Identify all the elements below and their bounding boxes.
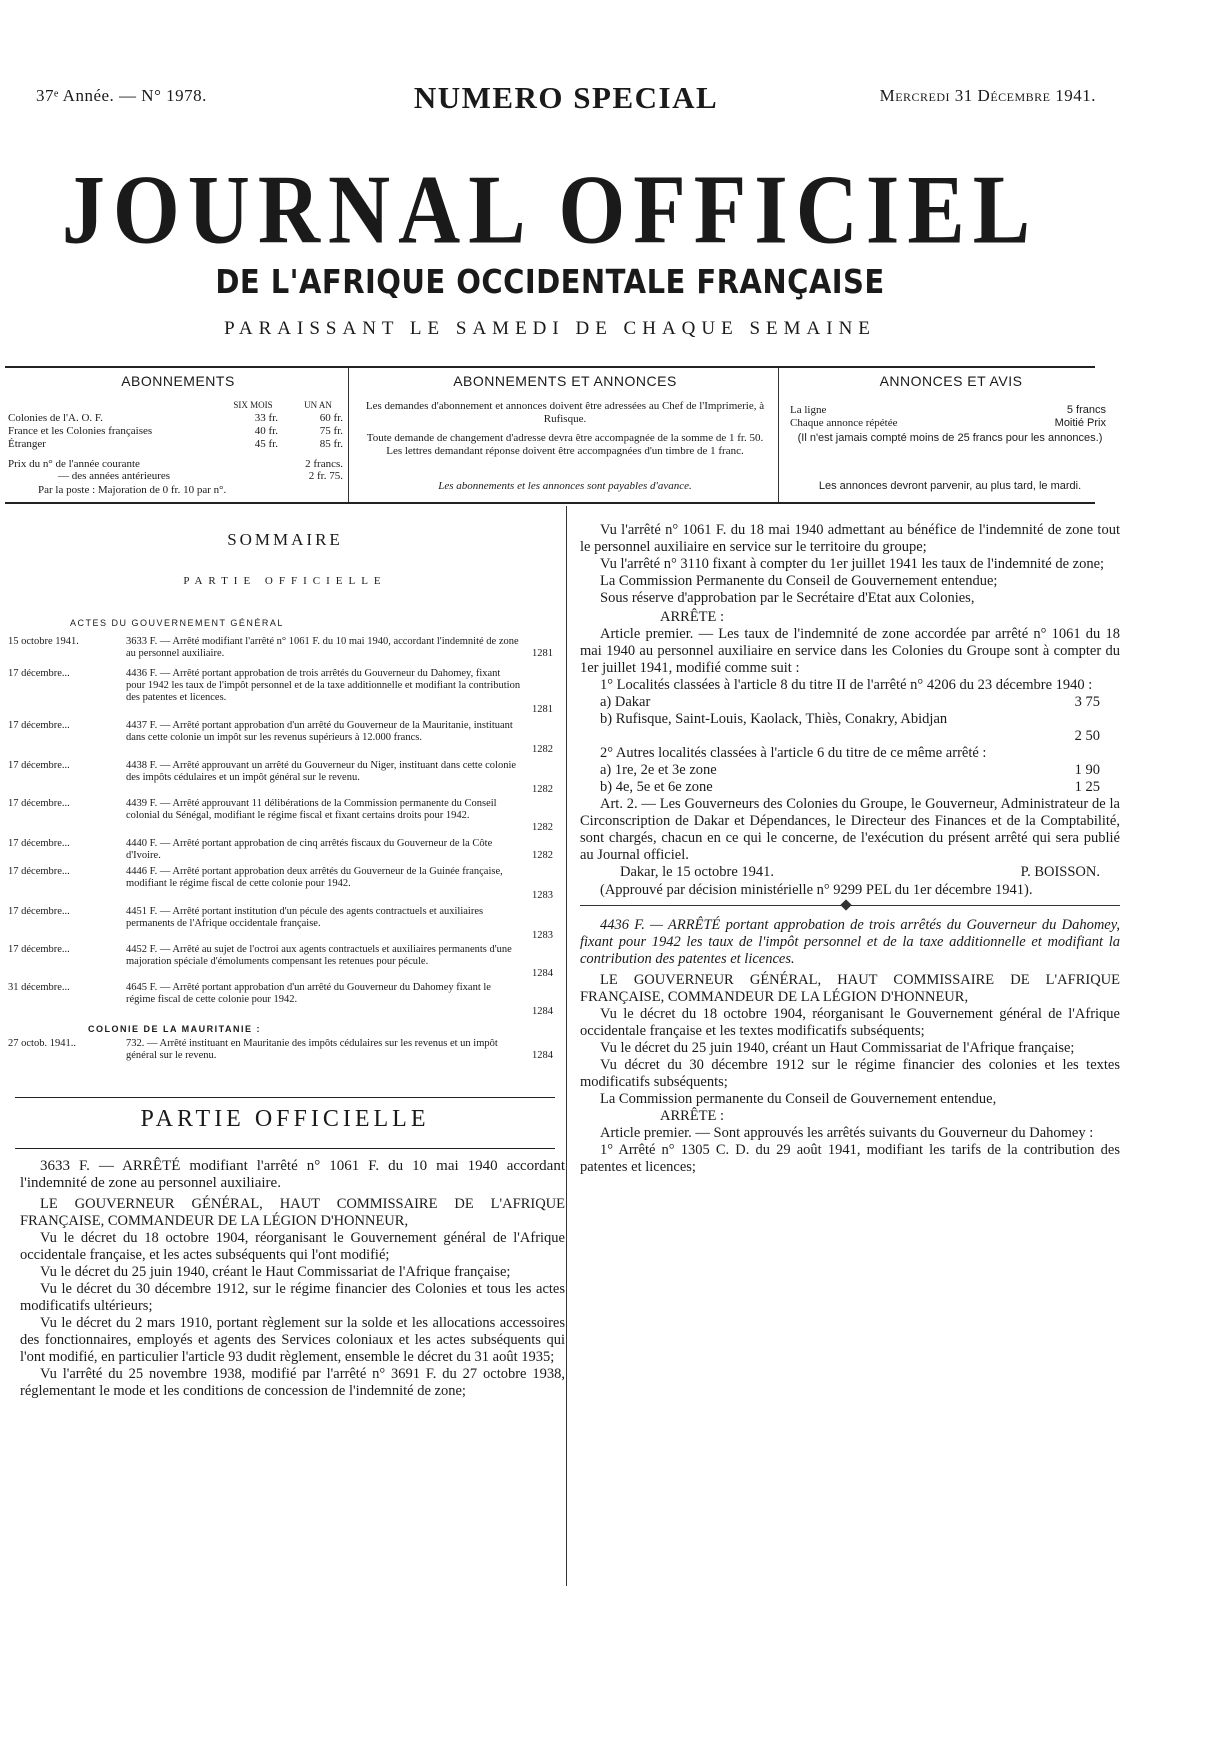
price-label: Colonies de l'A. O. F.: [8, 412, 103, 424]
visa-1: Vu le décret du 18 octobre 1904, réorganisant le Gouvernement général de l'Afrique occidentale française, et les actes subséquents qui l'ont modifié;: [20, 1230, 565, 1263]
poste-majoration: Par la poste : Majoration de 0 fr. 10 par n°.: [38, 484, 227, 496]
special-issue-label: NUMERO SPECIAL: [413, 80, 719, 115]
visa-6: Vu l'arrêté n° 1061 F. du 18 mai 1940 admettant au bénéfice de l'indemnité de zone tout le personnel auxiliaire en service sur le territoire du groupe;: [580, 522, 1120, 555]
taux-label: a) Dakar: [600, 694, 651, 710]
annonces-note: (Il n'est jamais compté moins de 25 francs pour les annonces.): [797, 432, 1103, 444]
entry-page: 1282: [532, 744, 553, 755]
abonnements-annonces-heading: ABONNEMENTS ET ANNONCES: [453, 373, 677, 389]
sommaire-partie-officielle: PARTIE OFFICIELLE: [183, 575, 387, 587]
six-mois-header: SIX MOIS: [233, 400, 273, 410]
signature-place: Dakar, le 15 octobre 1941.: [620, 864, 775, 880]
entry-text: 3633 F. — Arrêté modifiant l'arrêté n° 1061 F. du 10 mai 1940, accordant l'indemnité de zone au personnel auxiliaire.: [126, 636, 519, 659]
price-row-anciens: [8, 470, 348, 483]
visa-2: Vu le décret du 25 juin 1940, créant le Haut Commissariat de l'Afrique française;: [40, 1264, 511, 1280]
taux-value: 1 90: [1074, 762, 1100, 778]
reserve-approbation: Sous réserve d'approbation par le Secrétaire d'Etat aux Colonies,: [600, 590, 975, 606]
abonnements-text-2: Toute demande de changement d'adresse devra être accompagnée de la somme de 1 fr. 50. Les lettres demandant réponse doivent être accompagnées d'un timbre de 1 franc.: [366, 432, 764, 457]
entry-page: 1283: [532, 890, 553, 901]
entry-date: 27 octob. 1941..: [8, 1038, 76, 1049]
issue-date: Mercredi 31 Décembre 1941.: [879, 86, 1096, 105]
price-six-mois: 45 fr.: [254, 438, 278, 450]
taux-value: 3 75: [1074, 694, 1100, 710]
price-six-mois: 40 fr.: [254, 425, 278, 437]
visa-5: Vu l'arrêté du 25 novembre 1938, modifié par l'arrêté n° 3691 F. du 27 octobre 1938, réglementant le mode et les conditions de concession de l'indemnité de zone;: [20, 1366, 565, 1399]
item-1: 1° Arrêté n° 1305 C. D. du 29 août 1941, modifiant les tarifs de la contribution des patentes et licences;: [580, 1142, 1120, 1175]
taux-label: b) Rufisque, Saint-Louis, Kaolack, Thiès, Conakry, Abidjan: [600, 711, 948, 727]
column-divider: [566, 506, 567, 1586]
price-label: Étranger: [8, 438, 46, 450]
article-premier: Article premier. — Les taux de l'indemnité de zone accordée par arrêté n° 1061 du 18 mai 1940 au personnel auxiliaire en service dans les Colonies du Groupe sont à compter du 1er juillet 1941, modifié comme suit :: [580, 626, 1120, 676]
arrete-heading-2: ARRÊTE :: [660, 1108, 725, 1124]
sommaire-section-gouvernement: ACTES DU GOUVERNEMENT GÉNÉRAL: [70, 618, 284, 628]
price-row: [8, 425, 348, 438]
journal-title: JOURNAL OFFICIEL: [61, 153, 1039, 265]
localites-2: 2° Autres localités classées à l'article 6 du titre de ce même arrêté :: [600, 745, 987, 761]
price-un-an: 75 fr.: [319, 425, 343, 437]
partie-officielle-heading: PARTIE OFFICIELLE: [140, 1106, 430, 1132]
taux-label: a) 1re, 2e et 3e zone: [600, 762, 717, 778]
prix-numero-label: Prix du n° de l'année courante: [8, 458, 140, 470]
price-row: [8, 438, 348, 451]
separator: [580, 899, 1120, 911]
entry-text: 4451 F. — Arrêté portant institution d'un pécule des agents contractuels et auxiliaires permanents de l'Afrique occidentale française.: [126, 906, 484, 929]
entry-date: 31 décembre...: [8, 982, 70, 993]
entry-page: 1281: [532, 704, 553, 715]
abonnements-text-1: Les demandes d'abonnement et annonces doivent être adressées au Chef de l'Imprimerie, à Rufisque.: [365, 400, 765, 425]
signature-name: P. BOISSON.: [1020, 864, 1100, 880]
partie-rule-top: [15, 1097, 555, 1098]
taux-value: 2 50: [1074, 728, 1100, 744]
entry-text: 4440 F. — Arrêté portant approbation de cinq arrêtés fiscaux du Gouverneur de la Côte d'Ivoire.: [126, 838, 493, 861]
entry-text: 4446 F. — Arrêté portant approbation deux arrêtés du Gouverneur de la Guinée française, modifiant le régime fiscal de cette colonie pour 1942.: [126, 866, 503, 889]
entry-date: 17 décembre...: [8, 866, 70, 877]
price-six-mois: 33 fr.: [254, 412, 278, 424]
commission-entendue: La Commission Permanente du Conseil de Gouvernement entendue;: [600, 573, 998, 589]
article-2: Art. 2. — Les Gouverneurs des Colonies du Groupe, le Gouverneur, Administrateur de la Circonscription de Dakar et Dépendances, le Directeur des Finances et de la Comptabilité, sont chargés, chacun en ce qui le concerne, de l'exécution du présent arrêté qui sera publié au Journal officiel.: [580, 796, 1120, 863]
entry-page: 1283: [532, 930, 553, 941]
box-divider-1: [348, 368, 349, 502]
prix-numero-value: 2 francs.: [305, 458, 343, 470]
taux-row: [580, 694, 1120, 711]
box-top-rule: [5, 366, 1095, 368]
entry-date: 17 décembre...: [8, 760, 70, 771]
partie-rule-bottom: [15, 1148, 555, 1149]
sommaire-heading: SOMMAIRE: [227, 530, 343, 549]
entry-text: 4436 F. — Arrêté portant approbation de trois arrêtés du Gouverneur du Dahomey, fixant pour 1942 les taux de l'impôt personnel et de la taxe additionnelle et modifiant la contribution des patentes et licences.: [126, 668, 521, 703]
annonces-avis-box: [786, 370, 1116, 500]
repete-value: Moitié Prix: [1054, 417, 1106, 429]
taux-value: 1 25: [1074, 779, 1100, 795]
entry-page: 1284: [532, 1050, 553, 1061]
entry-date: 17 décembre...: [8, 798, 70, 809]
entry-page: 1281: [532, 648, 553, 659]
issue-number: 37ᵉ Année. — N° 1978.: [36, 86, 207, 105]
taux-row: [580, 779, 1120, 796]
price-un-an: 60 fr.: [319, 412, 343, 424]
entry-date: 17 décembre...: [8, 720, 70, 731]
entry-page: 1284: [532, 968, 553, 979]
taux-row: [580, 762, 1120, 779]
entry-date: 15 octobre 1941.: [8, 636, 79, 647]
entry-text: 4438 F. — Arrêté approuvant un arrêté du Gouverneur du Niger, instituant dans cette colonie des impôts cédulaires et un impôt général sur le revenu.: [126, 760, 517, 783]
annonces-avis-heading: ANNONCES ET AVIS: [879, 373, 1023, 389]
localites-1: 1° Localités classées à l'article 8 du titre II de l'arrêté n° 4206 du 23 décembre 1940 :: [600, 677, 1093, 693]
entry-page: 1282: [532, 784, 553, 795]
price-un-an: 85 fr.: [319, 438, 343, 450]
entry-date: 17 décembre...: [8, 838, 70, 849]
visa-9: Vu le décret du 25 juin 1940, créant un Haut Commissariat de l'Afrique française;: [600, 1040, 1075, 1056]
entry-page: 1282: [532, 822, 553, 833]
abonnements-heading: ABONNEMENTS: [121, 373, 235, 389]
taux-row: [580, 711, 1120, 745]
prix-anciens-value: 2 fr. 75.: [308, 470, 343, 482]
entry-text: 4452 F. — Arrêté au sujet de l'octroi aux agents contractuels et auxiliaires permanents d'une majoration spéciale d'émoluments compensant les retenues pour pécule.: [126, 944, 512, 967]
visa-10: Vu décret du 30 décembre 1912 sur le régime financier des colonies et les textes modificatifs subséquents;: [580, 1057, 1120, 1090]
ligne-value: 5 francs: [1066, 404, 1106, 416]
entry-text: 4439 F. — Arrêté approuvant 11 délibérations de la Commission permanente du Conseil colonial du Sénégal, modifiant le régime fiscal et fixant certains droits pour 1942.: [126, 798, 497, 821]
abonnements-text-3: Les abonnements et les annonces sont payables d'avance.: [438, 480, 692, 492]
ligne-label: La ligne: [790, 404, 827, 416]
left-column-text: [20, 1158, 565, 1400]
price-row: [8, 412, 348, 425]
entry-page: 1282: [532, 850, 553, 861]
entry-text: 732. — Arrêté instituant en Mauritanie des impôts cédulaires sur les revenus et un impôt général sur le revenu.: [126, 1038, 498, 1061]
price-label: France et les Colonies françaises: [8, 425, 153, 437]
visa-4: Vu le décret du 2 mars 1910, portant règlement sur la solde et les allocations accessoires des fonctionnaires, employés et agents des Services coloniaux et les actes subséquents qui l'ont modifié, en particulier l'article 93 dudit règlement, ensemble le décret du 31 août 1935;: [20, 1315, 565, 1365]
periodicity-line: PARAISSANT LE SAMEDI DE CHAQUE SEMAINE: [224, 318, 876, 339]
approuve-note: (Approuvé par décision ministérielle n° 9299 PEL du 1er décembre 1941).: [600, 882, 1033, 898]
journal-subtitle: DE L'AFRIQUE OCCIDENTALE FRANÇAISE: [215, 262, 885, 301]
box-bottom-rule: [5, 502, 1095, 504]
repete-label: Chaque annonce répétée: [790, 417, 898, 429]
sommaire-list: [8, 636, 558, 1061]
arrete-4436-title: 4436 F. — ARRÊTÉ portant approbation de trois arrêtés du Gouverneur du Dahomey, fixant pour 1942 les taux de l'impôt personnel et de la taxe additionnelle et modifiant la contribution des patentes et licences.: [580, 917, 1120, 967]
entry-page: 1284: [532, 1006, 553, 1017]
arrete-3633-title: 3633 F. — ARRÊTÉ modifiant l'arrêté n° 1061 F. du 10 mai 1940 accordant l'indemnité de zone au personnel auxiliaire.: [20, 1158, 565, 1191]
right-column-text: [580, 522, 1120, 1176]
prix-anciens-label: — des années antérieures: [58, 470, 171, 482]
entry-text: 4645 F. — Arrêté portant approbation d'un arrêté du Gouverneur du Dahomey fixant le régime fiscal de cette colonie pour 1942.: [126, 982, 491, 1005]
masthead-top-line: [36, 80, 1096, 120]
un-an-header: UN AN: [304, 400, 332, 410]
box-divider-2: [778, 368, 779, 502]
gouverneur-general-title: LE GOUVERNEUR GÉNÉRAL, HAUT COMMISSAIRE DE L'AFRIQUE FRANÇAISE, COMMANDEUR DE LA LÉGION D'HONNEUR,: [20, 1196, 565, 1229]
arrete-heading: ARRÊTE :: [660, 609, 725, 625]
visa-3: Vu le décret du 30 décembre 1912, sur le régime financier des Colonies et tous les actes modificatifs ultérieurs;: [20, 1281, 565, 1314]
abonnements-annonces-box: [356, 370, 774, 500]
entry-text: 4437 F. — Arrêté portant approbation d'un arrêté du Gouverneur de la Mauritanie, instituant dans cette colonie un impôt sur les revenus supérieurs à 12.000 francs.: [126, 720, 513, 743]
gouverneur-general-title-2: LE GOUVERNEUR GÉNÉRAL, HAUT COMMISSAIRE DE L'AFRIQUE FRANÇAISE, COMMANDEUR DE LA LÉGION D'HONNEUR,: [580, 972, 1120, 1005]
visa-8: Vu le décret du 18 octobre 1904, réorganisant le Gouvernement général de l'Afrique occidentale française et les textes modificatifs subséquents;: [580, 1006, 1120, 1039]
article-premier-2: Article premier. — Sont approuvés les arrêtés suivants du Gouverneur du Dahomey :: [600, 1125, 1094, 1141]
abonnements-box: [8, 370, 348, 500]
sommaire-section-mauritanie: COLONIE DE LA MAURITANIE :: [88, 1024, 261, 1034]
commission-entendue-2: La Commission permanente du Conseil de Gouvernement entendue,: [600, 1091, 997, 1107]
signature-line: [580, 864, 1120, 882]
entry-date: 17 décembre...: [8, 906, 70, 917]
visa-7: Vu l'arrêté n° 3110 fixant à compter du 1er juillet 1941 les taux de l'indemnité de zone;: [600, 556, 1105, 572]
entry-date: 17 décembre...: [8, 944, 70, 955]
entry-date: 17 décembre...: [8, 668, 70, 679]
annonces-delai: Les annonces devront parvenir, au plus tard, le mardi.: [818, 480, 1082, 492]
taux-label: b) 4e, 5e et 6e zone: [600, 779, 713, 795]
